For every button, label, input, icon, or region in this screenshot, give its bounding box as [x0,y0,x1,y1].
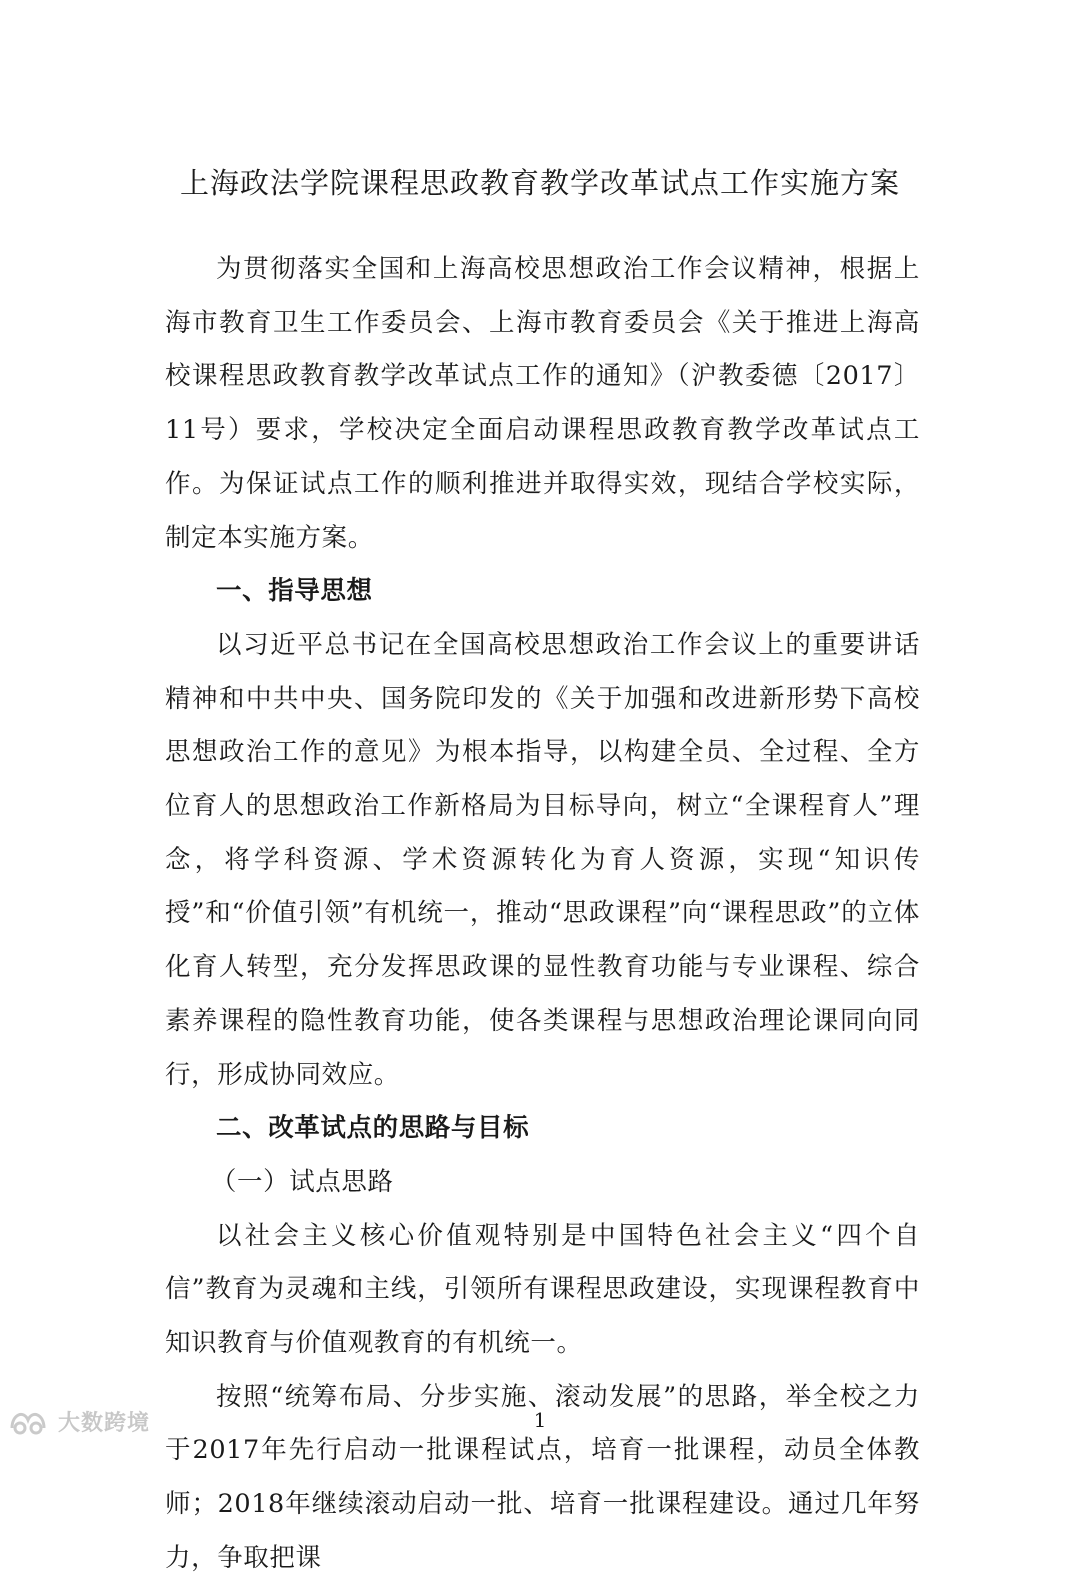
dashu-logo-icon [8,1406,52,1436]
watermark-text: 大数跨境 [58,1410,151,1436]
pilot-ideas-paragraph-2: 按照“统筹布局、分步实施、滚动发展”的思路，举全校之力于2017年先行启动一批课程试点，培育一批课程，动员全体教师；2018年继续滚动启动一批、培育一批课程建设。通过几年努力，争取把课 [165,1381,920,1573]
intro-paragraph: 为贯彻落实全国和上海高校思想政治工作会议精神，根据上海市教育卫生工作委员会、上海市教育委员会《关于推进上海高校课程思政教育教学改革试点工作的通知》（沪教委德〔2017〕11号）要求，学校决定全面启动课程思政教育教学改革试点工作。为保证试点工作的顺利推进并取得实效，现结合学校实际，制定本实施方案。 [165,254,920,553]
section-heading-ideas-and-goals: 二、改革试点的思路与目标 [216,1113,530,1144]
page-number: 1 [533,1408,547,1432]
guiding-ideology-paragraph: 以习近平总书记在全国高校思想政治工作会议上的重要讲话精神和中共中央、国务院印发的《关于加强和改进新形势下高校思想政治工作的意见》为根本指导，以构建全员、全过程、全方位育人的思想政治工作新格局为目标导向，树立“全课程育人”理念，将学科资源、学术资源转化为育人资源，实现“知识传授”和“价值引领”有机统一，推动“思政课程”向“课程思政”的立体化育人转型，充分发挥思政课的显性教育功能与专业课程、综合素养课程的隐性教育功能，使各类课程与思想政治理论课同向同行，形成协同效应。 [165,629,920,1090]
section-heading-guiding-ideology: 一、指导思想 [216,576,373,607]
document-title: 上海政法学院课程思政教育教学改革试点工作实施方案 [179,166,900,200]
pilot-ideas-paragraph-1: 以社会主义核心价值观特别是中国特色社会主义“四个自信”教育为灵魂和主线，引领所有课程思政建设，实现课程教育中知识教育与价值观教育的有机统一。 [165,1220,920,1359]
watermark [8,1404,150,1438]
document-body [165,243,920,1586]
subsection-heading-pilot-ideas: （一）试点思路 [210,1166,394,1197]
